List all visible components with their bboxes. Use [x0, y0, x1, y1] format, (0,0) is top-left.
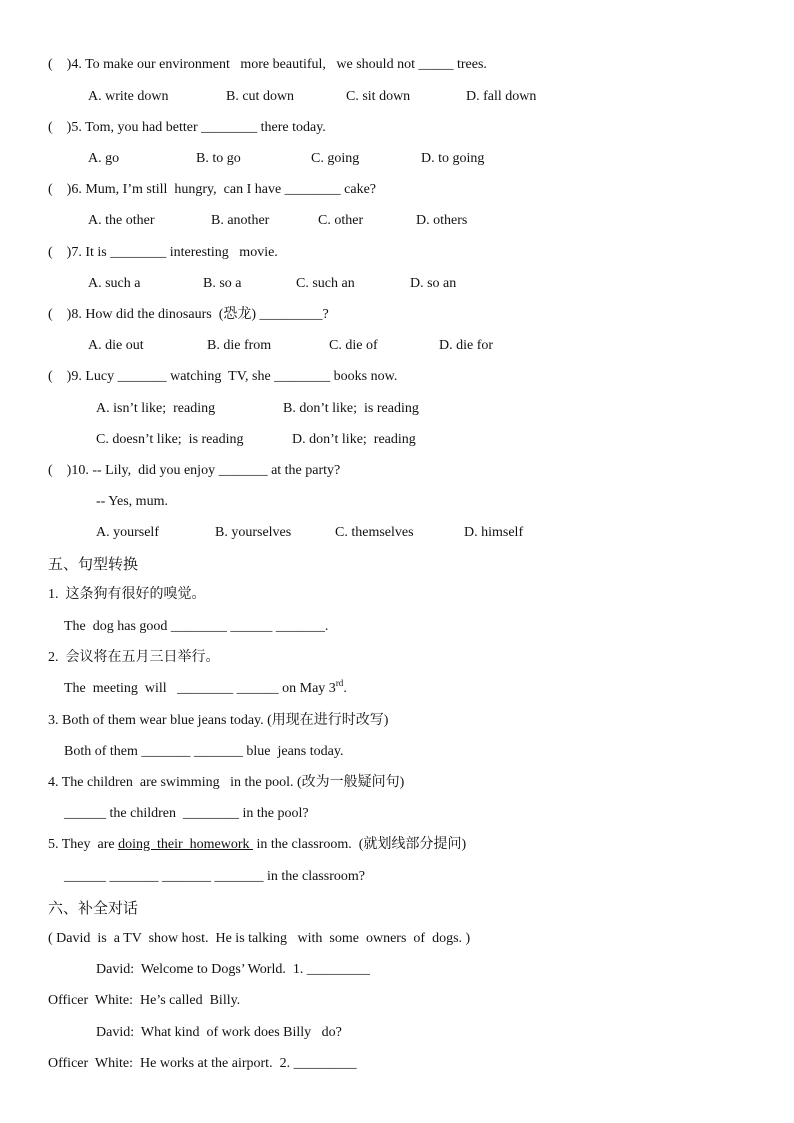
question-10-stem: ( )10. -- Lily, did you enjoy _______ at the party? [48, 463, 341, 478]
question-8-option-a: A. die out [88, 338, 144, 353]
transform-2-prompt: 2. 会议将在五月三日举行。 [48, 650, 220, 665]
question-6-option-c: C. other [318, 213, 364, 228]
transform-2-answer: The meeting will ________ ______ on May 3rd. [64, 678, 347, 696]
question-6-option-d: D. others [416, 213, 468, 228]
section-6-heading: 六、补全对话 [48, 899, 139, 917]
question-8-option-d: D. die for [439, 338, 494, 353]
question-8-stem: ( )8. How did the dinosaurs (恐龙) _________? [48, 307, 329, 322]
question-9-option-b: B. don’t like; is reading [283, 401, 419, 416]
transform-5-prompt: 5. They are doing their homework in the classroom. (就划线部分提问) [48, 837, 467, 852]
question-8-option-c: C. die of [329, 338, 378, 353]
question-5-option-d: D. to going [421, 151, 485, 166]
ordinal-suffix: rd [335, 678, 344, 688]
transform-1-prompt: 1. 这条狗有很好的嗅觉。 [48, 587, 206, 602]
question-7-option-a: A. such a [88, 276, 141, 291]
transform-4-prompt: 4. The children are swimming in the pool. (改为一般疑问句) [48, 775, 405, 790]
question-8-option-b: B. die from [207, 338, 272, 353]
transform-5-answer: ______ _______ _______ _______ in the classroom? [64, 869, 365, 884]
question-5-stem: ( )5. Tom, you had better ________ there today. [48, 120, 326, 135]
dialogue-line-2: Officer White: He’s called Billy. [48, 993, 241, 1008]
dialogue-line-4: Officer White: He works at the airport. 2. _________ [48, 1056, 357, 1071]
question-4-stem: ( )4. To make our environment more beautiful, we should not _____ trees. [48, 57, 487, 72]
transform-4-answer: ______ the children ________ in the pool? [64, 806, 309, 821]
question-10-reply: -- Yes, mum. [96, 494, 168, 509]
question-6-stem: ( )6. Mum, I’m still hungry, can I have ________ cake? [48, 182, 377, 197]
transform-3-prompt: 3. Both of them wear blue jeans today. (用现在进行时改写) [48, 713, 389, 728]
question-5-option-b: B. to go [196, 151, 241, 166]
question-4-option-a: A. write down [88, 89, 169, 104]
dialogue-intro: ( David is a TV show host. He is talking with some owners of dogs. ) [48, 931, 471, 946]
question-10-option-b: B. yourselves [215, 525, 292, 540]
question-5-option-a: A. go [88, 151, 120, 166]
transform-3-answer: Both of them _______ _______ blue jeans today. [64, 744, 344, 759]
question-7-stem: ( )7. It is ________ interesting movie. [48, 245, 278, 260]
question-4-option-d: D. fall down [466, 89, 537, 104]
transform-1-answer: The dog has good ________ ______ _______. [64, 619, 329, 634]
question-6-option-a: A. the other [88, 213, 155, 228]
question-9-stem: ( )9. Lucy _______ watching TV, she ________ books now. [48, 369, 398, 384]
section-5-heading: 五、句型转换 [48, 555, 139, 573]
question-10-option-a: A. yourself [96, 525, 159, 540]
question-9-option-a: A. isn’t like; reading [96, 401, 216, 416]
dialogue-line-1: David: Welcome to Dogs’ World. 1. _________ [96, 962, 370, 977]
question-10-option-d: D. himself [464, 525, 524, 540]
underlined-phrase: doing their homework [118, 837, 254, 852]
question-7-option-d: D. so an [410, 276, 457, 291]
question-7-option-c: C. such an [296, 276, 355, 291]
dialogue-line-3: David: What kind of work does Billy do? [96, 1025, 342, 1040]
question-4-option-b: B. cut down [226, 89, 295, 104]
question-5-option-c: C. going [311, 151, 360, 166]
question-10-option-c: C. themselves [335, 525, 414, 540]
question-9-option-c: C. doesn’t like; is reading [96, 432, 244, 447]
question-9-option-d: D. don’t like; reading [292, 432, 416, 447]
question-7-option-b: B. so a [203, 276, 242, 291]
question-4-option-c: C. sit down [346, 89, 411, 104]
question-6-option-b: B. another [211, 213, 270, 228]
